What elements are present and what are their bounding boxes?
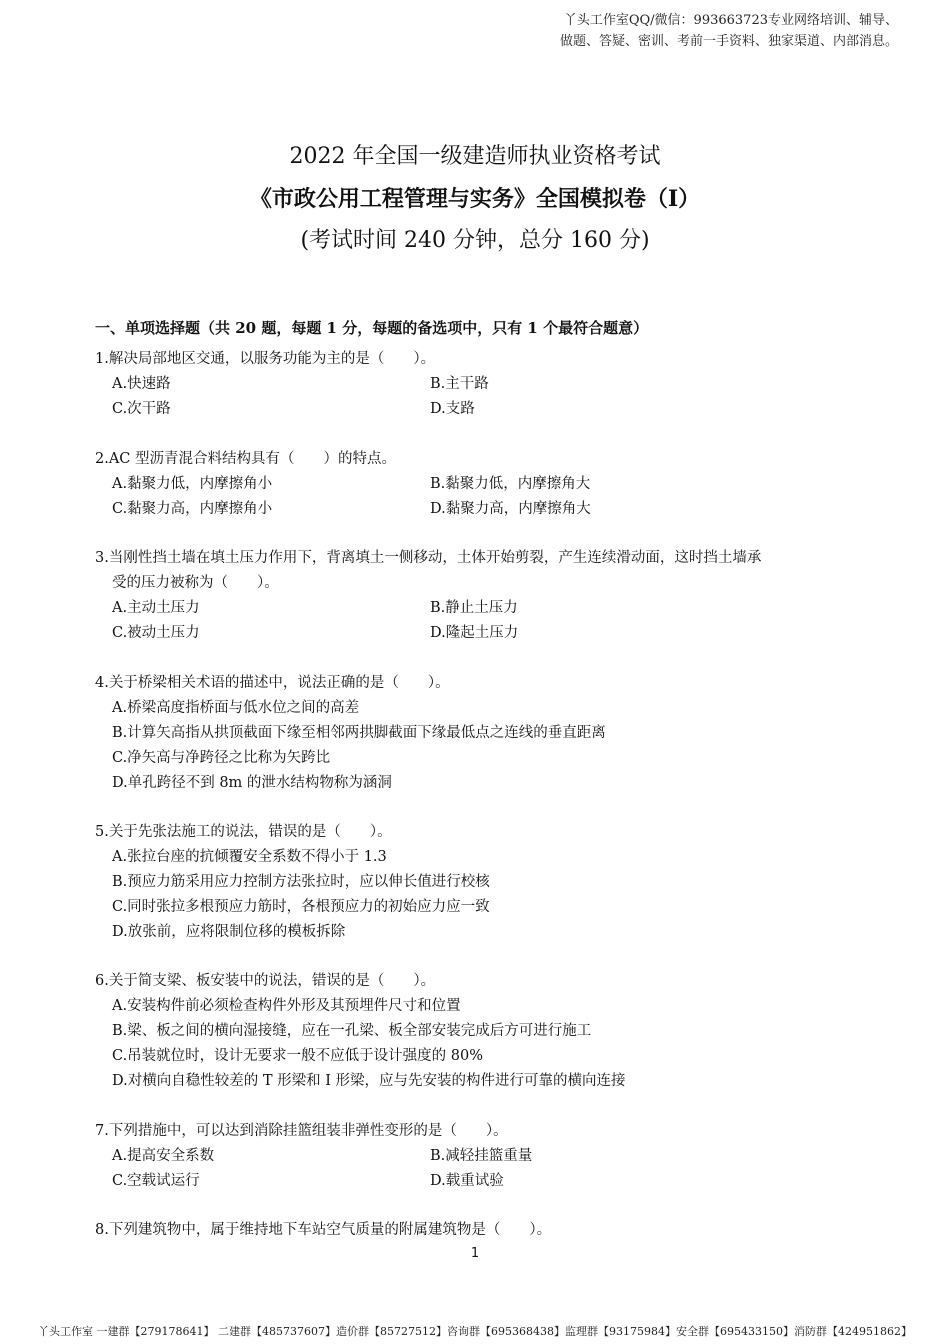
exam-subject: 《市政公用工程管理与实务》全国模拟卷（Ⅰ）	[249, 186, 701, 212]
question-stem-continued: 受的压力被称为（ ）。	[112, 575, 279, 591]
option-d: D.隆起土压力	[430, 625, 519, 641]
options	[95, 596, 895, 646]
option-b: B.黏聚力低，内摩擦角大	[430, 476, 591, 492]
option-a: A.桥梁高度指桥面与低水位之间的高差	[112, 700, 360, 716]
section-heading: 一、单项选择题（共 20 题，每题 1 分，每题的备选项中，只有 1 个最符合题意）	[95, 319, 649, 337]
options	[95, 845, 895, 945]
question-7	[95, 1119, 895, 1194]
page-header	[560, 10, 898, 52]
question-1	[95, 347, 895, 422]
option-b: B.预应力筋采用应力控制方法张拉时，应以伸长值进行校核	[112, 874, 490, 890]
options	[95, 1144, 895, 1194]
option-d: D.对横向自稳性较差的 T 形梁和 I 形梁，应与先安装的构件进行可靠的横向连接	[112, 1073, 626, 1089]
option-a: A.提高安全系数	[112, 1148, 215, 1164]
exam-title: 2022 年全国一级建造师执业资格考试	[289, 144, 661, 169]
question-5	[95, 820, 895, 945]
option-c: C.空载试运行	[112, 1173, 200, 1189]
options	[95, 696, 895, 796]
header-line-1: 丫头工作室QQ/微信：993663723专业网络培训、辅导、	[563, 13, 898, 28]
option-a: A.主动土压力	[112, 600, 200, 616]
option-c: C.吊装就位时，设计无要求一般不应低于设计强度的 80%	[112, 1048, 484, 1064]
option-c: C.净矢高与净跨径之比称为矢跨比	[112, 750, 331, 766]
option-a: A.安装构件前必须检查构件外形及其预埋件尺寸和位置	[112, 998, 461, 1014]
option-a: A.快速路	[112, 376, 171, 392]
question-6	[95, 969, 895, 1094]
options	[95, 994, 895, 1094]
page-number: 1	[470, 1246, 480, 1261]
option-b: B.梁、板之间的横向湿接缝，应在一孔梁、板全部安装完成后方可进行施工	[112, 1023, 592, 1039]
option-d: D.支路	[430, 401, 475, 417]
option-d: D.载重试验	[430, 1173, 504, 1189]
question-stem: 8.下列建筑物中，属于维持地下车站空气质量的附属建筑物是（ ）。	[95, 1222, 552, 1238]
options	[95, 372, 895, 422]
option-b: B.减轻挂篮重量	[430, 1148, 533, 1164]
option-c: C.次干路	[112, 401, 171, 417]
option-d: D.放张前，应将限制位移的模板拆除	[112, 924, 346, 940]
option-c: C.黏聚力高，内摩擦角小	[112, 501, 273, 517]
option-d: D.单孔跨径不到 8m 的泄水结构物称为涵洞	[112, 775, 392, 791]
option-b: B.计算矢高指从拱顶截面下缘至相邻两拱脚截面下缘最低点之连线的垂直距离	[112, 725, 606, 741]
question-stem: 2.AC 型沥青混合料结构具有（ ）的特点。	[95, 451, 397, 467]
question-8	[95, 1218, 895, 1243]
question-stem: 6.关于简支梁、板安装中的说法，错误的是（ ）。	[95, 973, 436, 989]
header-line-2: 做题、答疑、密训、考前一手资料、独家渠道、内部消息。	[559, 34, 898, 49]
exam-title-block	[0, 142, 950, 256]
question-stem: 7.下列措施中，可以达到消除挂篮组装非弹性变形的是（ ）。	[95, 1123, 508, 1139]
option-d: D.黏聚力高，内摩擦角大	[430, 501, 591, 517]
question-3	[95, 546, 895, 646]
question-stem: 5.关于先张法施工的说法，错误的是（ ）。	[95, 824, 392, 840]
option-b: B.静止土压力	[430, 600, 518, 616]
question-2	[95, 447, 895, 522]
option-a: A.张拉台座的抗倾覆安全系数不得小于 1.3	[112, 849, 387, 865]
exam-duration: (考试时间 240 分钟，总分 160 分)	[300, 228, 650, 253]
page-footer: 丫头工作室 一建群【279178641】 二建群【485737607】造价群【85727512】咨询群【695368438】监理群【93175984】安全群【695433150】消防群【424951862】	[38, 1325, 912, 1338]
option-c: C.同时张拉多根预应力筋时，各根预应力的初始应力应一致	[112, 899, 490, 915]
question-stem: 4.关于桥梁相关术语的描述中，说法正确的是（ ）。	[95, 675, 450, 691]
options	[95, 472, 895, 522]
option-c: C.被动土压力	[112, 625, 200, 641]
option-b: B.主干路	[430, 376, 489, 392]
option-a: A.黏聚力低，内摩擦角小	[112, 476, 273, 492]
question-4	[95, 671, 895, 796]
question-stem: 3.当刚性挡土墙在填土压力作用下，背离填土一侧移动，土体开始剪裂，产生连续滑动面，这时挡土墙承	[95, 550, 762, 566]
question-stem: 1.解决局部地区交通，以服务功能为主的是（ ）。	[95, 351, 436, 367]
